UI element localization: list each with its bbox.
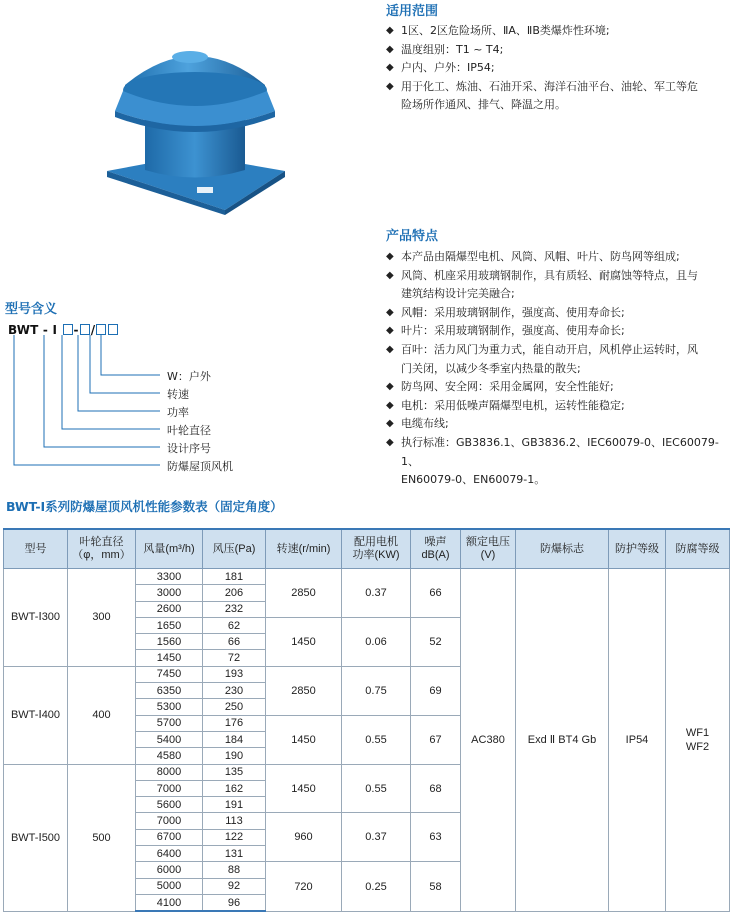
model-code-prefix: BWT - Ⅰ [8, 323, 58, 337]
model-label-impeller-diameter: 叶轮直径 [167, 424, 211, 437]
cell-power: 0.75 [342, 666, 411, 715]
list-item-continuation: EN60079-0、EN60079-1。 [401, 473, 546, 487]
cell-airflow: 5400 [136, 731, 203, 747]
model-code-leader-lines [0, 335, 170, 475]
cell-diameter: 500 [68, 764, 136, 911]
code-box [63, 324, 73, 335]
cell-anticorrosion: WF1 WF2 [666, 569, 730, 912]
list-item-continuation: 建筑结构设计完美融合; [401, 287, 515, 301]
cell-noise: 68 [411, 764, 461, 813]
cell-model: BWT-Ⅰ500 [4, 764, 68, 911]
cell-airflow: 5600 [136, 797, 203, 813]
list-item: ◆ 1区、2区危险场所、ⅡA、ⅡB类爆炸性环境; [386, 22, 726, 41]
column-header: 防护等级 [609, 529, 666, 569]
model-label-speed: 转速 [167, 388, 189, 401]
cell-speed: 720 [266, 862, 342, 911]
cell-airflow: 3000 [136, 585, 203, 601]
cell-speed: 1450 [266, 764, 342, 813]
cell-airflow: 5300 [136, 699, 203, 715]
cell-speed: 2850 [266, 569, 342, 618]
cell-airflow: 1650 [136, 617, 203, 633]
cell-airflow: 4100 [136, 894, 203, 911]
list-item: ◆ 电缆布线; [386, 415, 726, 434]
cell-pressure: 62 [203, 617, 266, 633]
cell-pressure: 193 [203, 666, 266, 682]
code-box [96, 324, 106, 335]
cell-airflow: 5700 [136, 715, 203, 731]
cell-diameter: 300 [68, 569, 136, 667]
code-separator: / [90, 323, 96, 337]
list-item: ◆ 叶片：采用玻璃钢制作，强度高、使用寿命长; [386, 322, 726, 341]
list-item: ◆ 百叶：活力风门为重力式，能自动开启，风机停止运转时，风 [386, 341, 726, 360]
cell-pressure: 162 [203, 780, 266, 796]
cell-noise: 69 [411, 666, 461, 715]
list-item: ◆ 户内、户外：IP54; [386, 59, 726, 78]
list-item: ◆ 风帽：采用玻璃钢制作，强度高、使用寿命长; [386, 304, 726, 323]
cell-pressure: 72 [203, 650, 266, 666]
cell-noise: 52 [411, 617, 461, 666]
cell-voltage: AC380 [461, 569, 516, 912]
code-box [80, 324, 90, 335]
cell-speed: 960 [266, 813, 342, 862]
cell-pressure: 190 [203, 748, 266, 764]
column-header: 型号 [4, 529, 68, 569]
cell-airflow: 2600 [136, 601, 203, 617]
cell-pressure: 92 [203, 878, 266, 894]
column-header: 风压(Pa) [203, 529, 266, 569]
cell-pressure: 96 [203, 894, 266, 911]
cell-noise: 63 [411, 813, 461, 862]
cell-pressure: 88 [203, 862, 266, 878]
performance-table [3, 528, 730, 912]
code-separator: - [73, 323, 79, 337]
cell-model: BWT-Ⅰ300 [4, 569, 68, 667]
cell-protection: IP54 [609, 569, 666, 912]
list-item: ◆ 温度组别：T1 ~ T4; [386, 41, 726, 60]
cell-pressure: 135 [203, 764, 266, 780]
cell-power: 0.06 [342, 617, 411, 666]
list-item: ◆ 执行标准：GB3836.1、GB3836.2、IEC60079-0、IEC60079-1、 [386, 434, 726, 471]
cell-airflow: 4580 [136, 748, 203, 764]
cell-pressure: 230 [203, 683, 266, 699]
list-item: ◆ 本产品由隔爆型电机、风筒、风帽、叶片、防鸟网等组成; [386, 248, 726, 267]
cell-pressure: 232 [203, 601, 266, 617]
cell-airflow: 7000 [136, 813, 203, 829]
model-label-outdoor: W：户外 [167, 370, 211, 383]
list-item: ◆ 用于化工、炼油、石油开采、海洋石油平台、油轮、军工等危 [386, 78, 726, 97]
column-header: 额定电压 (V) [461, 529, 516, 569]
table-title: BWT-Ⅰ系列防爆屋顶风机性能参数表（固定角度） [6, 499, 283, 514]
cell-diameter: 400 [68, 666, 136, 764]
cell-pressure: 66 [203, 634, 266, 650]
scope-heading: 适用范围 [386, 4, 439, 19]
cell-pressure: 191 [203, 797, 266, 813]
cell-speed: 1450 [266, 617, 342, 666]
cell-airflow: 1450 [136, 650, 203, 666]
features-heading: 产品特点 [386, 229, 439, 244]
column-header: 转速(r/min) [266, 529, 342, 569]
scope-list [386, 22, 726, 115]
cell-power: 0.37 [342, 569, 411, 618]
cell-explosion-mark: Exd Ⅱ BT4 Gb [516, 569, 609, 912]
column-header: 风量(m³/h) [136, 529, 203, 569]
cell-airflow: 6700 [136, 829, 203, 845]
cell-pressure: 113 [203, 813, 266, 829]
cell-noise: 66 [411, 569, 461, 618]
list-item: ◆ 电机：采用低噪声隔爆型电机，运转性能稳定; [386, 397, 726, 416]
list-item-continuation: 门关闭，以减少冬季室内热量的散失; [401, 361, 581, 375]
cell-model: BWT-Ⅰ400 [4, 666, 68, 764]
cell-airflow: 6350 [136, 683, 203, 699]
cell-airflow: 6400 [136, 846, 203, 862]
cell-airflow: 1560 [136, 634, 203, 650]
cell-power: 0.55 [342, 764, 411, 813]
cell-airflow: 6000 [136, 862, 203, 878]
cell-speed: 1450 [266, 715, 342, 764]
column-header: 防腐等级 [666, 529, 730, 569]
cell-power: 0.37 [342, 813, 411, 862]
list-item: ◆ 风筒、机座采用玻璃钢制作，具有质轻、耐腐蚀等特点，且与 [386, 267, 726, 286]
column-header: 配用电机 功率(KW) [342, 529, 411, 569]
cell-pressure: 131 [203, 846, 266, 862]
cell-pressure: 122 [203, 829, 266, 845]
cell-noise: 58 [411, 862, 461, 911]
cell-airflow: 7000 [136, 780, 203, 796]
column-header: 防爆标志 [516, 529, 609, 569]
nameplate [197, 187, 213, 193]
cell-pressure: 181 [203, 569, 266, 585]
column-header: 叶轮直径 （φ，mm） [68, 529, 136, 569]
cell-power: 0.25 [342, 862, 411, 911]
code-box [108, 324, 118, 335]
cell-noise: 67 [411, 715, 461, 764]
cell-airflow: 7450 [136, 666, 203, 682]
list-item: ◆ 防鸟网、安全网：采用金属网，安全性能好; [386, 378, 726, 397]
table-row [4, 569, 730, 585]
column-header: 噪声 dB(A) [411, 529, 461, 569]
model-meaning-heading: 型号含义 [5, 302, 58, 317]
features-list [386, 248, 726, 490]
cell-pressure: 176 [203, 715, 266, 731]
cell-pressure: 206 [203, 585, 266, 601]
model-label-product-type: 防爆屋顶风机 [167, 460, 233, 473]
model-label-design-serial: 设计序号 [167, 442, 211, 455]
cell-speed: 2850 [266, 666, 342, 715]
list-item-continuation: 险场所作通风、排气、降温之用。 [401, 98, 566, 112]
table-header-row [4, 529, 730, 569]
model-label-power: 功率 [167, 406, 189, 419]
cell-pressure: 250 [203, 699, 266, 715]
cell-power: 0.55 [342, 715, 411, 764]
cell-airflow: 8000 [136, 764, 203, 780]
cell-airflow: 5000 [136, 878, 203, 894]
cell-pressure: 184 [203, 731, 266, 747]
rooftop-fan-illustration [85, 45, 305, 215]
cell-airflow: 3300 [136, 569, 203, 585]
